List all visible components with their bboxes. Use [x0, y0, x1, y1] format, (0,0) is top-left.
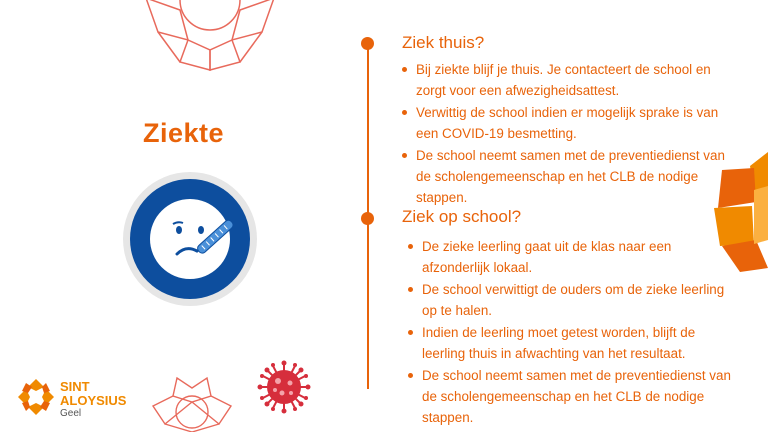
bullet-list-ziek-op-school: [408, 236, 742, 429]
bullet-dot: [402, 67, 407, 72]
orange-flower-decoration: [712, 150, 768, 280]
bullet-list-ziek-thuis: [402, 59, 742, 209]
section-title-ziek-op-school: Ziek op school?: [402, 207, 522, 226]
timeline-dot-2: [361, 212, 374, 225]
logo-text: [60, 380, 126, 419]
bullet-dot: [402, 110, 407, 115]
list-item: De zieke leerling gaat uit de klas naar een afzonderlijk lokaal.: [408, 236, 742, 278]
bullet-dot: [408, 287, 413, 292]
sick-face-thermometer-icon: [122, 171, 258, 307]
bullet-dot: [408, 330, 413, 335]
bullet-dot: [408, 244, 413, 249]
page-title: Ziekte: [143, 118, 225, 148]
flower-outline-decoration-top: [138, 0, 288, 72]
section-title-ziek-thuis: Ziek thuis?: [402, 33, 485, 52]
bullet-dot: [408, 373, 413, 378]
list-item: De school neemt samen met de preventiedienst van de scholengemeenschap en het CLB de nodige stappen.: [402, 145, 742, 208]
timeline-dot-1: [361, 37, 374, 50]
list-item: Bij ziekte blijf je thuis. Je contacteert de school en zorgt voor een afwezigheidsattest.: [402, 59, 742, 101]
logo-line-aloysius: ALOYSIUS: [60, 393, 127, 408]
list-item: De school verwittigt de ouders om de zieke leerling op te halen.: [408, 279, 742, 321]
list-item: Indien de leerling moet getest worden, blijft de leerling thuis in afwachting van het resultaat.: [408, 322, 742, 364]
logo-line-sint: SINT: [60, 379, 90, 394]
logo-line-geel: Geel: [60, 408, 82, 419]
virus-icon: [257, 360, 311, 414]
bullet-dot: [402, 153, 407, 158]
list-item: Verwittig de school indien er mogelijk sprake is van een COVID-19 besmetting.: [402, 102, 742, 144]
sint-aloysius-logo-icon: [16, 377, 56, 417]
list-item: De school neemt samen met de preventiedienst van de scholengemeenschap en het CLB de nodige stappen.: [408, 365, 742, 428]
flower-outline-decoration-bottom: [147, 372, 237, 432]
